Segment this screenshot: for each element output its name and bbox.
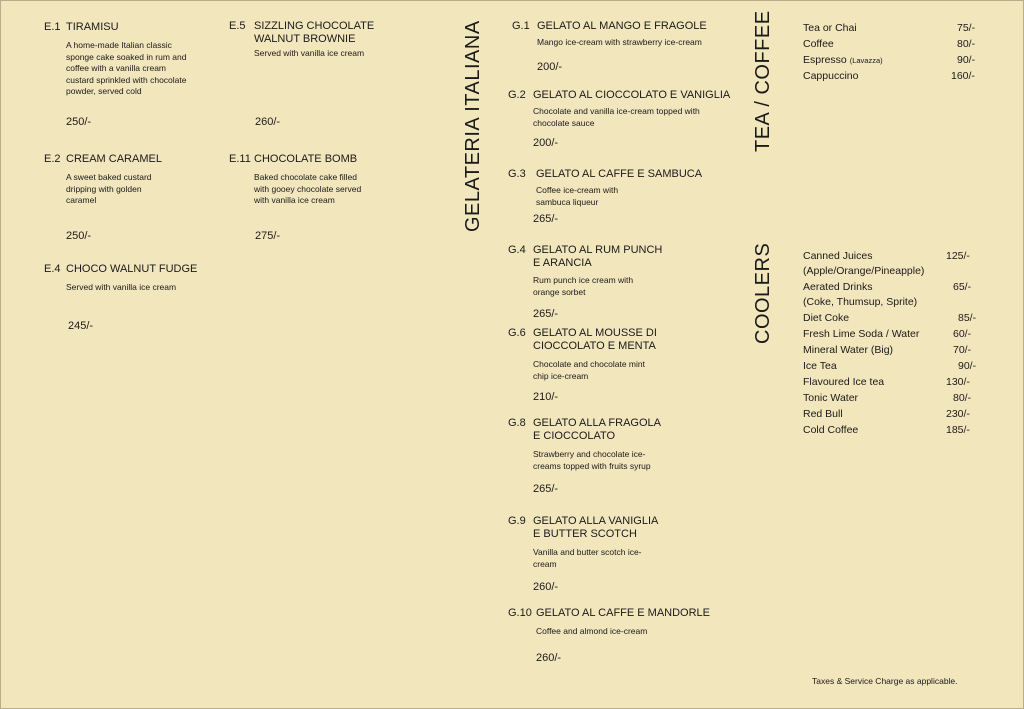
cooler-item-name: Ice Tea	[803, 360, 837, 372]
item-name: GELATO ALLA FRAGOLA E CIOCCOLATO	[533, 417, 661, 442]
cooler-item-name: Tonic Water	[803, 392, 859, 404]
item-description: A sweet baked custard dripping with golden caramel	[66, 172, 152, 205]
cooler-item-name: Canned Juices	[803, 250, 873, 262]
cooler-item-name: (Apple/Orange/Pineapple)	[803, 265, 925, 277]
gelato-item-g9	[508, 515, 738, 570]
cooler-item-price: 230/-	[946, 408, 970, 420]
cooler-item-name: Red Bull	[803, 408, 843, 420]
dessert-item-e4	[44, 263, 214, 294]
dessert-item-e11	[229, 153, 389, 207]
item-price: 200/-	[537, 61, 563, 73]
item-price: 265/-	[533, 213, 559, 225]
tea-item-price: 80/-	[957, 38, 976, 50]
cooler-item-name: Aerated Drinks	[803, 281, 873, 293]
item-code: G.4	[508, 244, 526, 256]
cooler-item-name: Diet Coke	[803, 312, 850, 324]
coolers-heading: COOLERS	[752, 242, 774, 344]
item-code: E.4	[44, 263, 61, 275]
item-description: Chocolate and chocolate mint chip ice-cream	[533, 359, 645, 381]
item-code: G.6	[508, 327, 526, 339]
gelato-item-g1	[512, 20, 742, 49]
item-code: G.2	[508, 89, 526, 101]
dessert-item-e5	[229, 20, 389, 60]
item-code: E.1	[44, 21, 61, 33]
item-code: E.2	[44, 153, 61, 165]
cooler-item-price: 185/-	[946, 424, 970, 436]
item-description: Coffee and almond ice-cream	[536, 626, 648, 636]
item-description: Served with vanilla ice cream	[254, 48, 365, 58]
item-price: 265/-	[533, 483, 559, 495]
cooler-item-price: 80/-	[953, 392, 972, 404]
cooler-item-price: 90/-	[958, 360, 977, 372]
item-price: 260/-	[255, 116, 281, 128]
item-code: G.8	[508, 417, 526, 429]
item-price: 265/-	[533, 308, 559, 320]
item-name: GELATO AL CAFFE E MANDORLE	[536, 607, 711, 619]
dessert-item-e1	[44, 21, 194, 98]
cooler-item-name: (Coke, Thumsup, Sprite)	[803, 296, 918, 308]
tea-coffee-heading: TEA / COFFEE	[752, 10, 774, 152]
item-name: TIRAMISU	[66, 21, 119, 33]
item-name: GELATO AL MANGO E FRAGOLE	[537, 20, 707, 32]
tax-note: Taxes & Service Charge as applicable.	[812, 676, 958, 686]
cooler-item-price: 60/-	[953, 328, 972, 340]
cooler-item-price: 70/-	[953, 344, 972, 356]
dessert-item-e2	[44, 153, 194, 207]
tea-item-row	[803, 54, 883, 66]
item-price: 210/-	[533, 391, 559, 403]
item-description: A home-made Italian classic sponge cake soaked in rum and coffee with a vanilla cream custard sprinkled with chocolate powder, served cold	[66, 40, 187, 96]
item-price: 250/-	[66, 230, 92, 242]
item-code: G.3	[508, 168, 526, 180]
item-name: CHOCOLATE BOMB	[254, 153, 358, 165]
cooler-item-name: Cold Coffee	[803, 424, 859, 436]
item-name: GELATO ALLA VANIGLIA E BUTTER SCOTCH	[533, 515, 658, 540]
cooler-item-name: Mineral Water (Big)	[803, 344, 894, 356]
item-code: G.9	[508, 515, 526, 527]
gelato-item-g8	[508, 417, 738, 472]
item-description: Rum punch ice cream with orange sorbet	[533, 275, 634, 297]
cooler-item-price: 85/-	[958, 312, 977, 324]
item-code: E.5	[229, 20, 246, 32]
tea-item-price: 90/-	[957, 54, 976, 66]
item-description: Mango ice-cream with strawberry ice-cream	[537, 37, 702, 47]
item-code: E.11	[229, 153, 251, 165]
cooler-item-price: 65/-	[953, 281, 972, 293]
item-code: G.10	[508, 607, 532, 619]
item-price: 245/-	[68, 320, 94, 332]
tea-item-name: Coffee	[803, 38, 834, 50]
tea-item-name: Cappuccino	[803, 70, 859, 82]
item-description: Baked chocolate cake filled with gooey chocolate served with vanilla ice cream	[254, 172, 362, 205]
item-description: Served with vanilla ice cream	[66, 282, 177, 292]
tea-item-price: 75/-	[957, 22, 976, 34]
tea-item-note: (Lavazza)	[849, 56, 883, 65]
cooler-item-name: Flavoured Ice tea	[803, 376, 885, 388]
item-description: Strawberry and chocolate ice-creams topped with fruits syrup	[533, 449, 651, 471]
cooler-item-name: Fresh Lime Soda / Water	[803, 328, 920, 340]
item-description: Chocolate and vanilla ice-cream topped with chocolate sauce	[533, 106, 700, 128]
item-name: CHOCO WALNUT FUDGE	[66, 263, 198, 275]
item-name: GELATO AL CIOCCOLATO E VANIGLIA	[533, 89, 731, 101]
item-price: 260/-	[533, 581, 559, 593]
item-name: SIZZLING CHOCOLATE WALNUT BROWNIE	[254, 20, 375, 45]
gelato-item-g10	[508, 607, 738, 638]
item-name: GELATO AL MOUSSE DI CIOCCOLATO E MENTA	[533, 327, 657, 352]
item-name: GELATO AL CAFFE E SAMBUCA	[536, 168, 703, 180]
item-price: 275/-	[255, 230, 281, 242]
tea-item-name: Tea or Chai	[803, 22, 857, 34]
tea-item-name: Espresso	[803, 54, 847, 66]
tea-item-price: 160/-	[951, 70, 975, 82]
gelato-item-g6	[508, 327, 738, 382]
gelateria-heading: GELATERIA ITALIANA	[462, 20, 484, 232]
gelato-item-g2	[508, 89, 738, 129]
item-name: CREAM CARAMEL	[66, 153, 162, 165]
gelato-item-g3	[508, 168, 738, 208]
cooler-item-price: 125/-	[946, 250, 970, 262]
cooler-item-price: 130/-	[946, 376, 970, 388]
item-price: 200/-	[533, 137, 559, 149]
item-name: GELATO AL RUM PUNCH E ARANCIA	[533, 244, 663, 269]
item-price: 250/-	[66, 116, 92, 128]
item-description: Vanilla and butter scotch ice-cream	[533, 547, 642, 569]
gelato-item-g4	[508, 244, 738, 298]
item-description: Coffee ice-cream with sambuca liqueur	[536, 185, 619, 207]
item-code: G.1	[512, 20, 530, 32]
item-price: 260/-	[536, 652, 562, 664]
